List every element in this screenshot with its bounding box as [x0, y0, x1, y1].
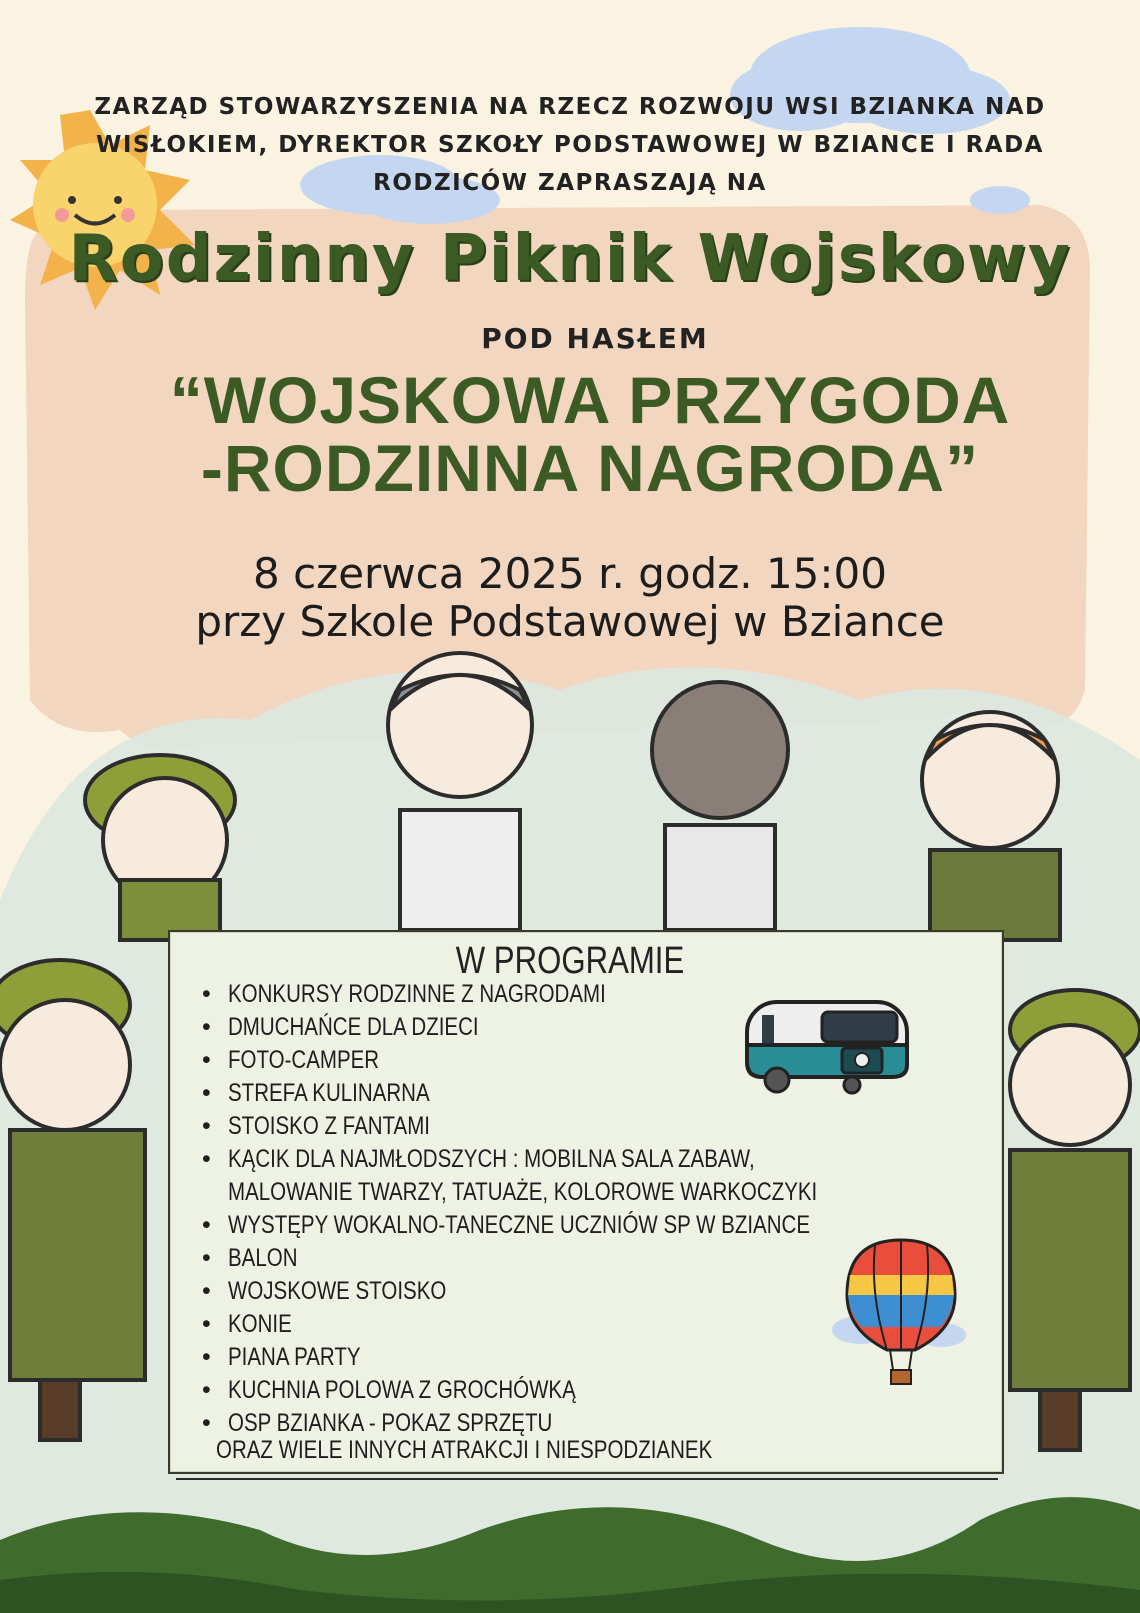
kid-4-illustration	[922, 712, 1060, 940]
program-title: W PROGRAMIE	[455, 940, 685, 982]
board-bottom-line	[176, 1478, 998, 1480]
header-line-3: RODZICÓW ZAPRASZAJĄ NA	[373, 170, 767, 196]
list-item: • OSP BZIANKA - POKAZ SPRZĘTU	[200, 1407, 880, 1440]
slogan-intro: POD HASŁEM	[481, 322, 709, 355]
event-place: przy Szkole Podstawowej w Bziance	[195, 597, 945, 646]
list-item: • PIANA PARTY	[200, 1341, 880, 1374]
list-item: • KĄCIK DLA NAJMŁODSZYCH : MOBILNA SALA ZABAW, MALOWANIE TWARZY, TATUAŻE, KOLOROWE WARKOCZYKI	[200, 1143, 880, 1209]
event-date: 8 czerwca 2025 r. godz. 15:00	[253, 549, 887, 598]
list-item: • STREFA KULINARNA	[200, 1077, 880, 1110]
header-line-1: ZARZĄD STOWARZYSZENIA NA RZECZ ROZWOJU WSI BZIANKA NAD	[94, 94, 1046, 120]
camper-van-icon	[742, 990, 917, 1100]
event-slogan	[140, 363, 1040, 505]
slogan-line-1: “WOJSKOWA PRZYGODA	[169, 363, 1011, 437]
list-item: • KUCHNIA POLOWA Z GROCHÓWKĄ	[200, 1374, 880, 1407]
hot-air-balloon-icon	[830, 1235, 972, 1395]
list-item: • KONIE	[200, 1308, 880, 1341]
list-item: • DMUCHAŃCE DLA DZIECI	[200, 1011, 880, 1044]
event-title: Rodzinny Piknik Wojskowy	[68, 222, 1072, 296]
list-item: • WYSTĘPY WOKALNO-TANECZNE UCZNIÓW SP W BZIANCE	[200, 1209, 880, 1242]
kid-5-illustration	[0, 960, 145, 1440]
slogan-line-2: -RODZINNA NAGRODA”	[200, 431, 980, 505]
list-item: • KONKURSY RODZINNE Z NAGRODAMI	[200, 978, 880, 1011]
list-item: • STOISKO Z FANTAMI	[200, 1110, 880, 1143]
kid-6-illustration	[1010, 990, 1140, 1450]
program-footer: ORAZ WIELE INNYCH ATRAKCJI I NIESPODZIANEK	[216, 1436, 713, 1464]
organizers-invitation	[40, 88, 1100, 202]
list-item: • FOTO-CAMPER	[200, 1044, 880, 1077]
list-item: • WOJSKOWE STOISKO	[200, 1275, 880, 1308]
event-details	[80, 550, 1060, 646]
list-item: • BALON	[200, 1242, 880, 1275]
header-line-2: WISŁOKIEM, DYREKTOR SZKOŁY PODSTAWOWEJ W BZIANCE I RADA	[96, 132, 1044, 158]
